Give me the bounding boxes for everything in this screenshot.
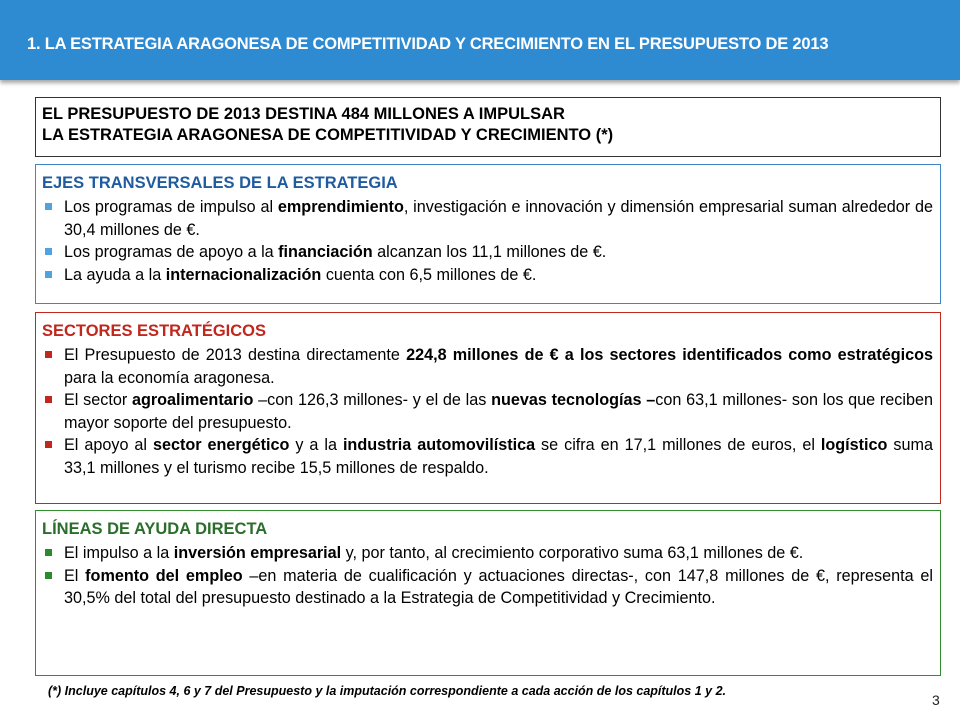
item-text: y a la (289, 436, 343, 454)
item-text: El impulso a la (64, 544, 174, 562)
item-text: para la economía aragonesa. (64, 368, 275, 387)
item-text: y, por tanto, al crecimiento corporativo suma 63,1 millones de €. (341, 544, 804, 562)
lineas-heading: LÍNEAS DE AYUDA DIRECTA (42, 520, 268, 538)
item-text: alcanzan los 11,1 millones de €. (372, 243, 607, 261)
lineas-box (35, 510, 941, 676)
item-emphasis: agroalimentario (131, 391, 254, 409)
item-text: –con 126,3 millones- y el de las (253, 391, 492, 409)
list-item (42, 344, 933, 389)
ejes-heading: EJES TRANSVERSALES DE LA ESTRATEGIA (42, 174, 398, 192)
header-bar (0, 0, 960, 80)
list-item (42, 565, 933, 610)
list-item (42, 196, 933, 241)
sectores-heading: SECTORES ESTRATÉGICOS (42, 322, 267, 340)
square-bullet-icon (45, 396, 52, 403)
square-bullet-icon (45, 271, 52, 278)
intro-line-1: EL PRESUPUESTO DE 2013 DESTINA 484 MILLONES A IMPULSAR (42, 105, 565, 123)
item-emphasis: financiación (278, 243, 373, 261)
list-item (42, 389, 933, 434)
item-emphasis: nuevas tecnologías – (491, 391, 656, 409)
list-item (42, 264, 933, 287)
item-emphasis: fomento del empleo (85, 566, 243, 585)
item-emphasis: 224,8 millones de € a los sectores identificados como estratégicos (406, 346, 934, 364)
item-text: El (64, 566, 86, 585)
list-item (42, 241, 933, 264)
item-emphasis: internacionalización (165, 265, 322, 284)
page-number: 3 (932, 692, 940, 708)
item-text: Los programas de impulso al (64, 198, 278, 216)
square-bullet-icon (45, 441, 52, 448)
list-item (42, 434, 933, 479)
item-text: –en materia de cualificación y actuaciones directas-, con 147,8 millones de €, representa el 30,5% del total del presupuesto destinado a la Estrategia de Competitividad y Crecimiento. (64, 566, 933, 607)
item-emphasis: sector energético (152, 436, 290, 454)
item-text: cuenta con 6,5 millones de €. (321, 265, 537, 284)
item-text: El Presupuesto de 2013 destina directamente (64, 346, 407, 364)
item-emphasis: industria automovilística (342, 436, 536, 454)
item-text: suma 33,1 millones y el turismo recibe 15,5 millones de respaldo. (64, 436, 933, 477)
square-bullet-icon (45, 572, 52, 579)
item-emphasis: inversión empresarial (173, 544, 342, 562)
slide-title: 1. LA ESTRATEGIA ARAGONESA DE COMPETITIVIDAD Y CRECIMIENTO EN EL PRESUPUESTO DE 2013 (27, 35, 829, 53)
item-text: se cifra en 17,1 millones de euros, el (535, 436, 821, 454)
footnote: (*) Incluye capítulos 4, 6 y 7 del Presupuesto y la imputación correspondiente a cada acción de los capítulos 1 y 2. (48, 684, 726, 698)
sectores-box (35, 312, 941, 504)
item-text: Los programas de apoyo a la (64, 243, 279, 261)
list-item (42, 542, 933, 565)
ejes-box (35, 164, 941, 304)
item-text: , investigación e innovación y dimensión empresarial suman alrededor de 30,4 millones de €. (64, 198, 934, 239)
item-text: La ayuda a la (64, 265, 166, 284)
item-emphasis: emprendimiento (277, 198, 404, 216)
item-emphasis: logístico (820, 436, 888, 454)
item-text: con 63,1 millones- son los que reciben mayor soporte del presupuesto. (64, 391, 933, 432)
item-text: El sector (64, 391, 132, 409)
intro-box (35, 97, 941, 157)
intro-line-2: LA ESTRATEGIA ARAGONESA DE COMPETITIVIDAD Y CRECIMIENTO (*) (42, 126, 614, 144)
square-bullet-icon (45, 351, 52, 358)
square-bullet-icon (45, 203, 52, 210)
square-bullet-icon (45, 248, 52, 255)
item-text: El apoyo al (64, 436, 153, 454)
square-bullet-icon (45, 549, 52, 556)
